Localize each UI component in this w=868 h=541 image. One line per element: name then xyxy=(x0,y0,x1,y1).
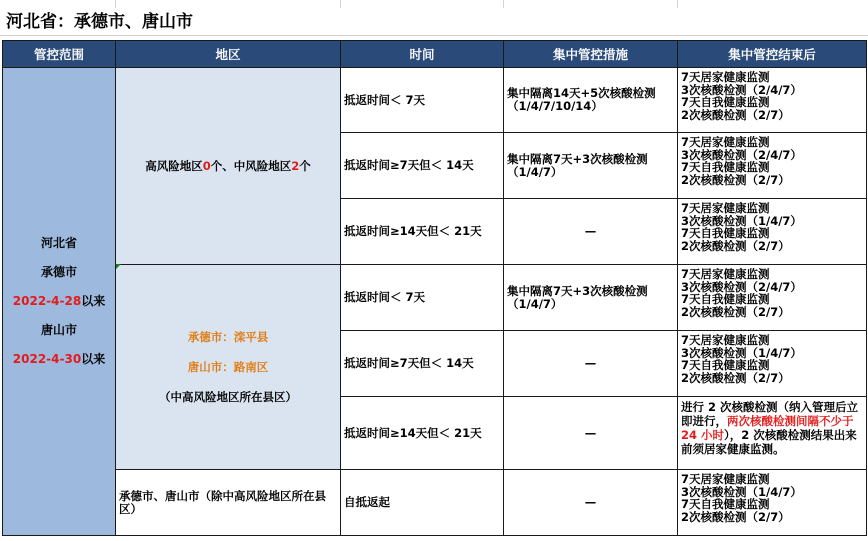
after-cell[interactable]: 7天居家健康监测 3次核酸检测（1/4/7） 7天自我健康监测 2次核酸检测（2/7） xyxy=(678,470,867,536)
measure-cell[interactable]: — xyxy=(504,397,678,470)
after-cell[interactable]: 7天居家健康监测 3次核酸检测（2/4/7） 7天自我健康监测 2次核酸检测（2/7） xyxy=(678,133,867,199)
table-row xyxy=(3,68,867,133)
measure-cell[interactable]: — xyxy=(504,199,678,265)
scope-city1: 承德市 xyxy=(40,265,77,279)
header-scope[interactable]: 管控范围 xyxy=(3,41,116,68)
area-county-1: 承德市：滦平县 xyxy=(187,330,269,344)
column-gridline xyxy=(677,0,678,8)
time-cell[interactable]: 抵返时间≥14天但＜ 21天 xyxy=(341,397,504,470)
column-gridline xyxy=(503,0,504,8)
scope-date1: 2022-4-28以来 xyxy=(12,294,106,308)
comment-indicator-icon[interactable] xyxy=(116,264,121,269)
area-cell-risk-areas[interactable]: 高风险地区0个、中风险地区2个 xyxy=(116,68,341,265)
after-cell[interactable]: 7天居家健康监测 3次核酸检测（2/4/7） 7天自我健康监测 2次核酸检测（2/7） xyxy=(678,68,867,133)
scope-date2: 2022-4-30以来 xyxy=(12,352,106,366)
time-cell[interactable]: 抵返时间＜ 7天 xyxy=(341,265,504,331)
table-row xyxy=(3,470,867,536)
measure-cell[interactable]: 集中隔离7天+3次核酸检测（1/4/7） xyxy=(504,265,678,331)
column-gridline xyxy=(340,0,341,8)
area-cell-other-counties[interactable]: 承德市、唐山市（除中高风险地区所在县区） xyxy=(116,470,341,536)
measure-cell[interactable]: — xyxy=(504,470,678,536)
after-note-cell[interactable]: 进行 2 次核酸检测（纳入管理后立即进行，两次核酸检测间隔不少于 24 小时），2 次核酸检测结果出来前须居家健康监测。 xyxy=(678,397,867,470)
control-measures-table xyxy=(2,40,867,536)
after-cell[interactable]: 7天居家健康监测 3次核酸检测（1/4/7） 7天自我健康监测 2次核酸检测（2/7） xyxy=(678,331,867,397)
time-cell[interactable]: 抵返时间＜ 7天 xyxy=(341,68,504,133)
after-cell[interactable]: 7天居家健康监测 3次核酸检测（1/4/7） 7天自我健康监测 2次核酸检测（2/7） xyxy=(678,199,867,265)
header-measure[interactable]: 集中管控措施 xyxy=(504,41,678,68)
scope-cell[interactable] xyxy=(3,68,116,536)
measure-cell[interactable]: — xyxy=(504,331,678,397)
measure-cell[interactable]: 集中隔离14天+5次核酸检测（1/4/7/10/14） xyxy=(504,68,678,133)
after-cell[interactable]: 7天居家健康监测 3次核酸检测（2/4/7） 7天自我健康监测 2次核酸检测（2/7） xyxy=(678,265,867,331)
header-after[interactable]: 集中管控结束后 xyxy=(678,41,867,68)
header-time[interactable]: 时间 xyxy=(341,41,504,68)
time-cell[interactable]: 抵返时间≥7天但＜ 14天 xyxy=(341,331,504,397)
area-cell-counties[interactable] xyxy=(116,265,341,470)
table-row xyxy=(3,265,867,331)
column-gridline xyxy=(115,0,116,8)
area-county-2: 唐山市：路南区 xyxy=(187,360,269,374)
scope-city2: 唐山市 xyxy=(40,323,77,337)
time-cell[interactable]: 自抵返起 xyxy=(341,470,504,536)
header-area[interactable]: 地区 xyxy=(116,41,341,68)
sheet-title[interactable]: 河北省：承德市、唐山市 xyxy=(0,8,868,36)
header-row xyxy=(3,41,867,68)
area-county-note: （中高风险地区所在县区） xyxy=(159,390,297,404)
scope-province: 河北省 xyxy=(40,236,77,250)
measure-cell[interactable]: 集中隔离7天+3次核酸检测（1/4/7） xyxy=(504,133,678,199)
time-cell[interactable]: 抵返时间≥7天但＜ 14天 xyxy=(341,133,504,199)
time-cell[interactable]: 抵返时间≥14天但＜ 21天 xyxy=(341,199,504,265)
